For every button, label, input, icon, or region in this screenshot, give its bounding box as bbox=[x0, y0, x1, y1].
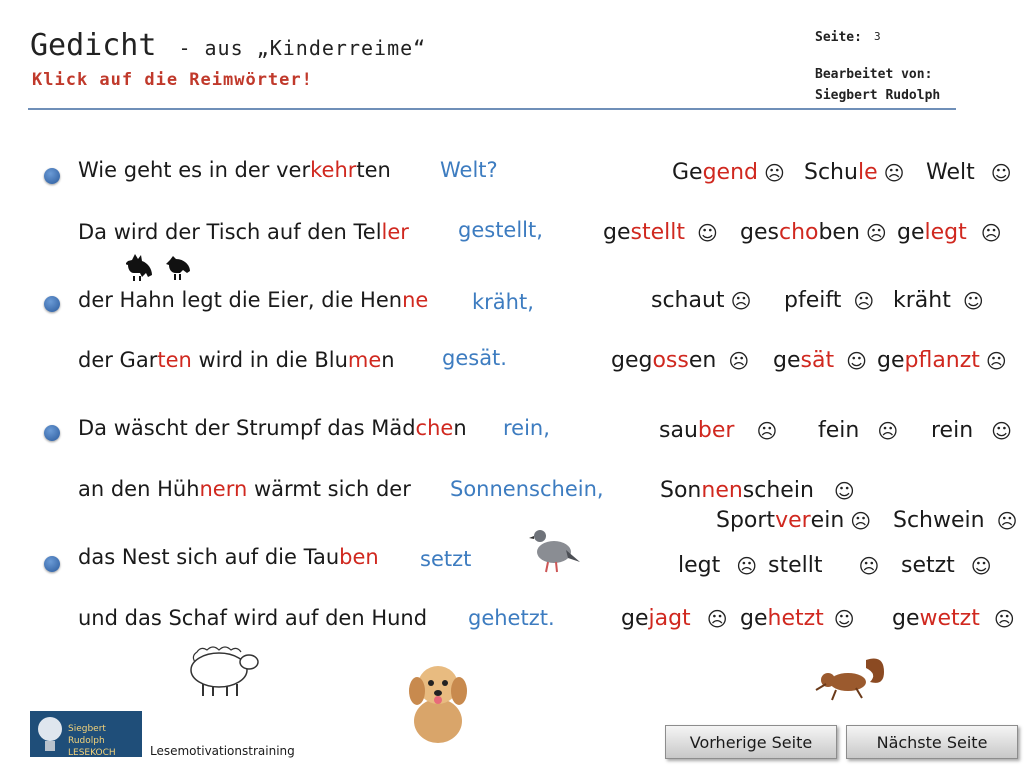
logo bbox=[30, 711, 142, 757]
instruction-text: Klick auf die Reimwörter! bbox=[32, 70, 313, 90]
frown-icon: ☹ bbox=[985, 348, 1007, 373]
squirrel-icon bbox=[812, 652, 888, 702]
option-geschoben[interactable]: ges cho ben ☹ bbox=[740, 220, 887, 245]
smiley-icon: ☺ bbox=[990, 160, 1012, 185]
poem-line-2: Da wird der Tisch auf den Teller bbox=[78, 220, 409, 244]
frown-icon: ☹ bbox=[850, 508, 872, 533]
logo-bulb-icon bbox=[32, 711, 68, 757]
option-gegend[interactable]: Ge gend ☹ bbox=[672, 160, 785, 185]
option-schule[interactable]: Schu le ☹ bbox=[804, 160, 905, 185]
option-schaut[interactable]: schaut ☹ bbox=[651, 288, 752, 313]
frown-icon: ☹ bbox=[756, 418, 778, 443]
option-sportverein[interactable]: Sport ver ein ☹ bbox=[716, 508, 872, 533]
hen-icon bbox=[165, 254, 193, 282]
bullet-dot-icon bbox=[44, 168, 60, 184]
poem-answer-2: gestellt, bbox=[458, 218, 543, 242]
poem-answer-8: gehetzt. bbox=[468, 606, 555, 630]
frown-icon: ☹ bbox=[858, 553, 880, 578]
poem-line-5: Da wäscht der Strumpf das Mädchen bbox=[78, 416, 467, 440]
title-text: Gedicht bbox=[30, 28, 157, 63]
poem-answer-6: Sonnenschein, bbox=[450, 477, 604, 501]
dog-icon bbox=[404, 655, 472, 745]
option-stellt[interactable]: stellt ☹ bbox=[768, 553, 880, 578]
poem-answer-7: setzt bbox=[420, 547, 472, 571]
pigeon-icon bbox=[526, 520, 582, 576]
smiley-icon: ☺ bbox=[962, 288, 984, 313]
option-gehetzt[interactable]: ge hetzt ☺ bbox=[740, 606, 855, 631]
option-pfeift[interactable]: pfeift ☹ bbox=[784, 288, 875, 313]
poem-answer-4: gesät. bbox=[442, 346, 507, 370]
frown-icon: ☹ bbox=[996, 508, 1018, 533]
page-number: 3 bbox=[874, 30, 881, 43]
option-gelegt[interactable]: ge legt ☹ bbox=[897, 220, 1002, 245]
poem-answer-3: kräht, bbox=[472, 290, 534, 314]
frown-icon: ☹ bbox=[764, 160, 785, 185]
option-rein[interactable]: rein ☺ bbox=[931, 418, 1013, 443]
page-label: Seite: bbox=[815, 30, 862, 45]
poem-line-1: Wie geht es in der verkehrten bbox=[78, 158, 391, 182]
header-divider bbox=[28, 108, 956, 110]
bullet-dot-icon bbox=[44, 425, 60, 441]
frown-icon: ☹ bbox=[706, 606, 728, 631]
option-gewetzt[interactable]: ge wetzt ☹ bbox=[892, 606, 1015, 631]
option-sonnenschein[interactable]: Son nen schein ☺ bbox=[660, 478, 855, 503]
frown-icon: ☹ bbox=[730, 288, 752, 313]
option-fein[interactable]: fein ☹ bbox=[818, 418, 899, 443]
smiley-icon: ☺ bbox=[991, 418, 1013, 443]
frown-icon: ☹ bbox=[883, 160, 905, 185]
poem-line-6: an den Hühnern wärmt sich der bbox=[78, 477, 411, 501]
option-gesaet[interactable]: ge sät ☺ bbox=[773, 348, 867, 373]
next-page-button[interactable]: Nächste Seite bbox=[846, 725, 1018, 759]
bullet-dot-icon bbox=[44, 556, 60, 572]
sheep-icon bbox=[183, 640, 263, 700]
author-name: Siegbert Rudolph bbox=[815, 88, 941, 103]
option-kraeht[interactable]: kräht ☺ bbox=[893, 288, 984, 313]
poem-line-7: das Nest sich auf die Tauben bbox=[78, 545, 379, 569]
page-title bbox=[30, 28, 426, 63]
smiley-icon: ☺ bbox=[970, 553, 992, 578]
frown-icon: ☹ bbox=[736, 553, 758, 578]
rooster-icon bbox=[126, 252, 158, 282]
frown-icon: ☹ bbox=[993, 606, 1015, 631]
option-schwein[interactable]: Schwein ☹ bbox=[893, 508, 1018, 533]
option-welt[interactable]: Welt ☺ bbox=[926, 160, 1012, 185]
smiley-icon: ☺ bbox=[846, 348, 867, 373]
smiley-icon: ☺ bbox=[833, 606, 855, 631]
option-gepflanzt[interactable]: ge pflanzt ☹ bbox=[877, 348, 1007, 373]
title-subtitle: - aus „Kinderreime“ bbox=[178, 36, 427, 60]
smiley-icon: ☺ bbox=[833, 478, 855, 503]
poem-line-8: und das Schaf wird auf den Hund bbox=[78, 606, 428, 630]
poem-line-4: der Garten wird in die Blumen bbox=[78, 348, 395, 372]
frown-icon: ☹ bbox=[980, 220, 1002, 245]
frown-icon: ☹ bbox=[877, 418, 899, 443]
frown-icon: ☹ bbox=[728, 348, 750, 373]
edited-by-label: Bearbeitet von: bbox=[815, 67, 933, 82]
option-gegossen[interactable]: geg oss en ☹ bbox=[611, 348, 750, 373]
option-gestellt[interactable]: ge stellt ☺ bbox=[603, 220, 718, 245]
option-setzt[interactable]: setzt ☺ bbox=[901, 553, 992, 578]
frown-icon: ☹ bbox=[865, 220, 887, 245]
option-gejagt[interactable]: ge jagt ☹ bbox=[621, 606, 728, 631]
logo-text: Siegbert Rudolph LESEKOCH bbox=[68, 724, 116, 758]
smiley-icon: ☺ bbox=[696, 220, 718, 245]
previous-page-button[interactable]: Vorherige Seite bbox=[665, 725, 837, 759]
frown-icon: ☹ bbox=[853, 288, 875, 313]
footer-caption: Lesemotivationstraining bbox=[150, 744, 295, 758]
poem-answer-5: rein, bbox=[503, 416, 550, 440]
option-sauber[interactable]: sau ber ☹ bbox=[659, 418, 778, 443]
bullet-dot-icon bbox=[44, 296, 60, 312]
option-legt[interactable]: legt ☹ bbox=[678, 553, 758, 578]
poem-answer-1: Welt? bbox=[440, 158, 498, 182]
poem-line-3: der Hahn legt die Eier, die Henne bbox=[78, 288, 429, 312]
